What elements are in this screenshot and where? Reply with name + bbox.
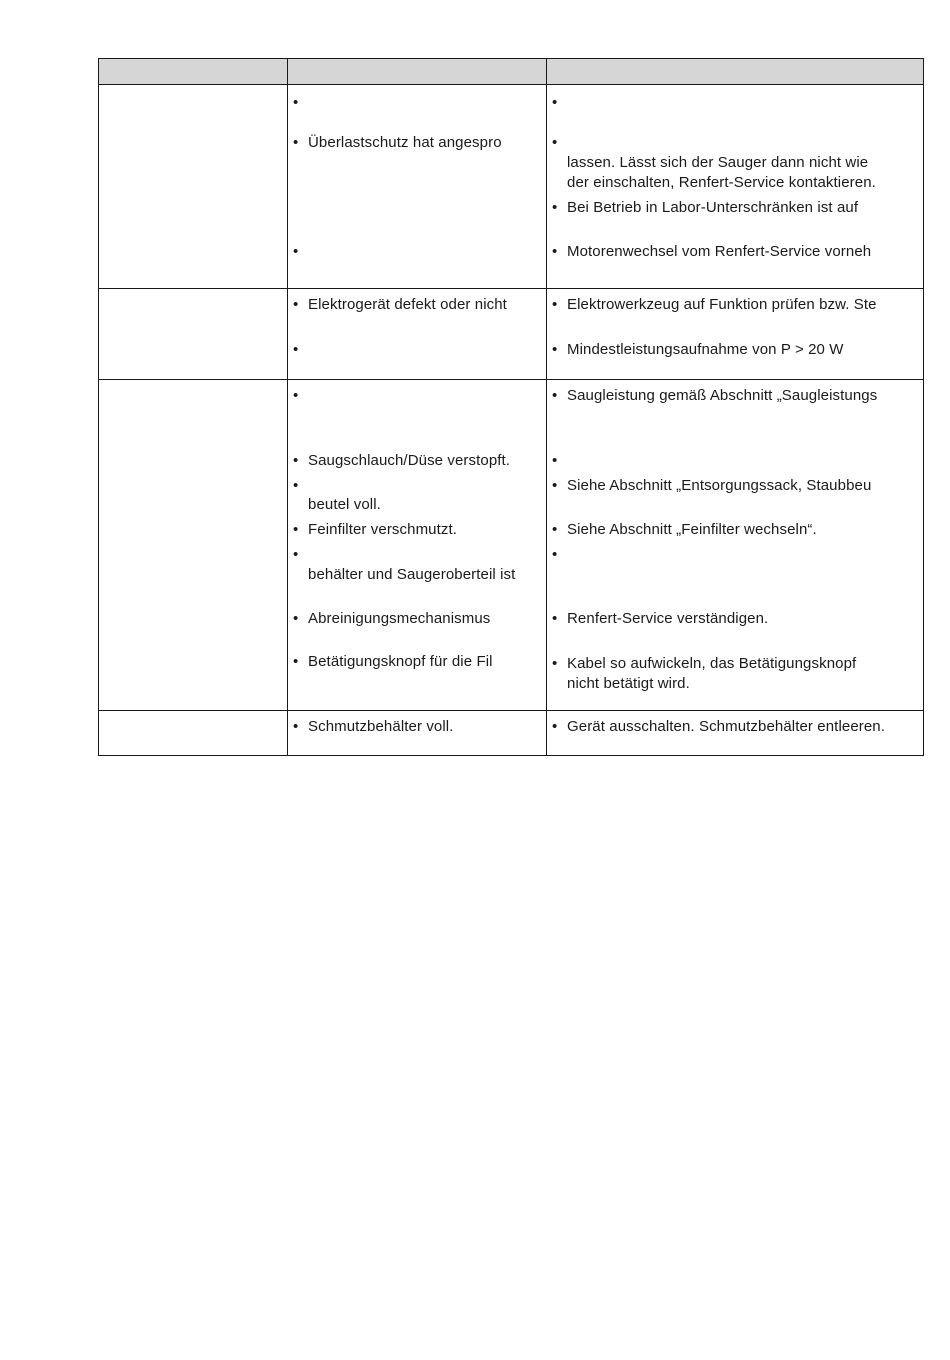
troubleshooting-table [98, 58, 924, 756]
cause-item [293, 652, 493, 672]
remedy-item [552, 717, 885, 737]
cause-item [293, 609, 490, 629]
bullet: • [293, 477, 299, 494]
remedy-item [552, 93, 567, 113]
remedy-item [552, 476, 871, 496]
remedy-item [552, 295, 877, 315]
bullet: • [293, 546, 299, 563]
header-divider [287, 59, 288, 84]
bullet: • [293, 134, 299, 151]
bullet: • [552, 718, 558, 735]
bullet: • [552, 199, 558, 216]
remedy-item-text: Bei Betrieb in Labor-Unterschränken ist auf [567, 199, 859, 216]
bullet: • [293, 296, 299, 313]
bullet: • [293, 243, 299, 260]
remedy-item [552, 386, 877, 406]
remedy-item-text: Mindestleistungsaufnahme von P > 20 W [567, 341, 844, 358]
cause-item [293, 451, 510, 471]
cause-item [293, 476, 308, 496]
remedy-item [552, 451, 567, 471]
cause-item [293, 520, 457, 540]
remedy-item-text: Gerät ausschalten. Schmutzbehälter entleeren. [567, 718, 886, 735]
bullet: • [552, 243, 558, 260]
bullet: • [552, 134, 558, 151]
cause-item [293, 386, 308, 406]
table-row [98, 380, 924, 711]
cause-item [293, 242, 308, 262]
cause-item-text: Elektrogerät defekt oder nicht [308, 296, 507, 313]
bullet: • [293, 718, 299, 735]
bullet: • [552, 546, 558, 563]
bullet: • [293, 94, 299, 111]
bullet: • [293, 452, 299, 469]
cause-item-text: Überlastschutz hat angespro [308, 134, 502, 151]
column-divider [546, 289, 547, 379]
bullet: • [552, 452, 558, 469]
remedy-item [552, 133, 567, 153]
column-divider [287, 289, 288, 379]
remedy-item [552, 545, 567, 565]
bullet: • [293, 521, 299, 538]
bullet: • [552, 387, 558, 404]
cause-item [293, 295, 507, 315]
bullet: • [552, 94, 558, 111]
table-row [98, 711, 924, 756]
remedy-item-text: lassen. Lässt sich der Sauger dann nicht wie [567, 154, 869, 171]
table-row [98, 289, 924, 380]
column-divider [546, 380, 547, 710]
table-header [98, 58, 924, 85]
cause-item-text: behälter und Saugeroberteil ist [308, 566, 516, 583]
cause-item [293, 133, 502, 153]
column-divider [546, 711, 547, 755]
bullet: • [293, 341, 299, 358]
remedy-item [552, 340, 844, 360]
remedy-item-text: nicht betätigt wird. [567, 675, 690, 692]
cause-item-text: Betätigungsknopf für die Fil [308, 653, 493, 670]
header-divider [546, 59, 547, 84]
bullet: • [552, 521, 558, 538]
bullet: • [293, 610, 299, 627]
cause-item [293, 565, 515, 585]
remedy-item [552, 609, 768, 629]
remedy-item [552, 654, 856, 674]
remedy-item-text: Saugleistung gemäß Abschnitt „Saugleistungs [567, 387, 878, 404]
column-divider [546, 85, 547, 288]
table-row [98, 85, 924, 289]
bullet: • [552, 477, 558, 494]
remedy-item [552, 242, 871, 262]
remedy-item-text: Motorenwechsel vom Renfert-Service vorneh [567, 243, 872, 260]
bullet: • [552, 610, 558, 627]
remedy-item-text: Siehe Abschnitt „Feinfilter wechseln“. [567, 521, 817, 538]
remedy-item-text: Elektrowerkzeug auf Funktion prüfen bzw. Ste [567, 296, 877, 313]
remedy-item [552, 674, 690, 694]
cause-item [293, 545, 308, 565]
bullet: • [552, 341, 558, 358]
cause-item-text: Abreinigungsmechanismus [308, 610, 491, 627]
remedy-item-text: Renfert-Service verständigen. [567, 610, 769, 627]
cause-item-text: Schmutzbehälter voll. [308, 718, 454, 735]
cause-item-text: Feinfilter verschmutzt. [308, 521, 458, 538]
cause-item [293, 495, 381, 515]
bullet: • [293, 653, 299, 670]
remedy-item [552, 520, 817, 540]
bullet: • [552, 296, 558, 313]
cause-item [293, 717, 454, 737]
remedy-item-text: der einschalten, Renfert-Service kontaktieren. [567, 174, 876, 191]
remedy-item [552, 198, 858, 218]
cause-item-text: beutel voll. [308, 496, 381, 513]
column-divider [287, 85, 288, 288]
bullet: • [293, 387, 299, 404]
cause-item-text: Saugschlauch/Düse verstopft. [308, 452, 511, 469]
remedy-item [552, 153, 868, 173]
bullet: • [552, 655, 558, 672]
remedy-item-text: Siehe Abschnitt „Entsorgungssack, Staubbeu [567, 477, 872, 494]
remedy-item [552, 173, 876, 193]
cause-item [293, 340, 308, 360]
remedy-item-text: Kabel so aufwickeln, das Betätigungsknopf [567, 655, 857, 672]
column-divider [287, 380, 288, 710]
column-divider [287, 711, 288, 755]
cause-item [293, 93, 308, 113]
